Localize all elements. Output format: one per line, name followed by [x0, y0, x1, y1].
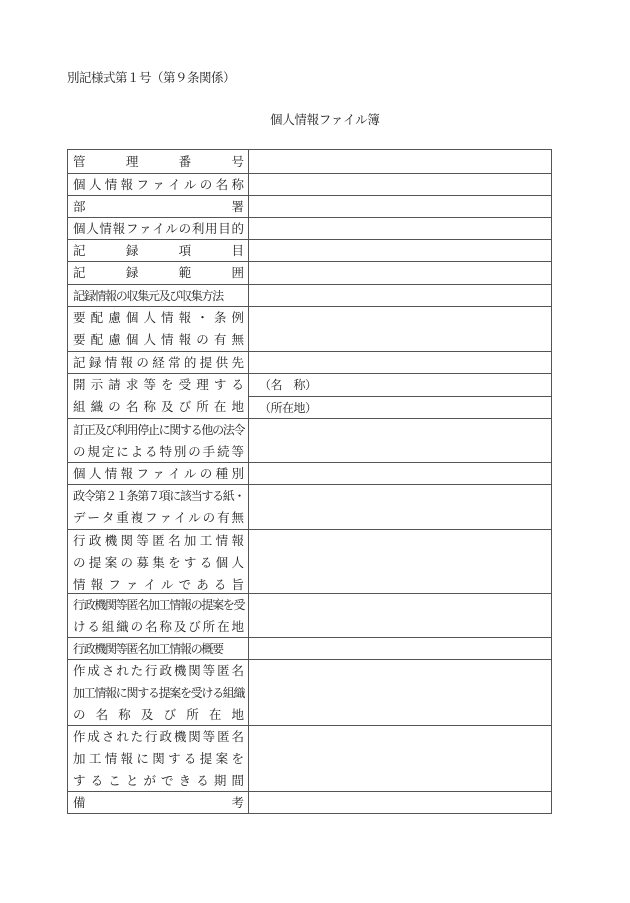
row-label-text: 記 録 項 目: [73, 243, 244, 258]
table-row: [68, 195, 551, 217]
organization-address-field[interactable]: （所在地）: [249, 396, 551, 419]
row-value-cell[interactable]: [249, 150, 551, 173]
value-field[interactable]: [249, 638, 551, 659]
row-value-cell[interactable]: [249, 485, 551, 529]
table-row: [68, 261, 551, 284]
row-value-cell[interactable]: [249, 218, 551, 239]
value-field[interactable]: [249, 594, 551, 637]
row-value-cell[interactable]: [249, 285, 551, 306]
row-label-cell: [68, 307, 249, 351]
row-label-text: 要 配 慮 個 人 情 報 の 有 無: [73, 332, 244, 347]
row-label-cell: [68, 150, 249, 173]
row-label-text: 個 人 情 報 フ ァ イ ル の 名 称: [73, 177, 244, 192]
row-value-cell[interactable]: [249, 594, 551, 637]
row-value-cell[interactable]: [249, 792, 551, 813]
table-row: [68, 725, 551, 791]
table-row: [68, 173, 551, 195]
row-value-cell[interactable]: [249, 352, 551, 373]
table-row: [68, 351, 551, 373]
row-label-text: 行政機関等匿名加工情報の提案を受: [73, 598, 245, 612]
table-row: [68, 150, 551, 173]
value-field[interactable]: [249, 240, 551, 261]
row-value-cell[interactable]: [249, 262, 551, 284]
row-value-cell[interactable]: [249, 726, 551, 791]
table-row: [68, 659, 551, 725]
value-field[interactable]: [249, 352, 551, 373]
value-field[interactable]: [249, 262, 551, 284]
table-row: [68, 284, 551, 306]
row-label-cell: [68, 419, 249, 462]
value-field[interactable]: [249, 792, 551, 813]
value-field[interactable]: [249, 196, 551, 217]
row-label-text: 訂正及び利用停止に関する他の法令: [73, 423, 245, 437]
row-label-cell: [68, 218, 249, 239]
value-field[interactable]: [249, 285, 551, 306]
row-label-text: 行政機関等匿名加工情報の概要: [73, 642, 223, 656]
row-label-cell: [68, 638, 249, 659]
value-field[interactable]: [249, 660, 551, 725]
row-label-text: 備 考: [73, 795, 244, 810]
row-value-cell[interactable]: [249, 174, 551, 195]
row-label-text: 情 報 フ ァ イ ル で あ る 旨: [73, 577, 244, 592]
row-label-text: け る 組 織 の 名 称 及 び 所 在 地: [73, 619, 244, 634]
row-value-cell[interactable]: [249, 374, 551, 418]
value-field[interactable]: [249, 150, 551, 173]
value-field[interactable]: [249, 419, 551, 462]
row-label-text: 作 成 さ れ た 行 政 機 関 等 匿 名: [73, 663, 244, 678]
value-field[interactable]: [249, 218, 551, 239]
table-row: [68, 637, 551, 659]
row-label-cell: [68, 196, 249, 217]
table-row: [68, 306, 551, 351]
row-label-text: 記録情報の収集元及び収集方法: [73, 289, 223, 303]
table-row: [68, 484, 551, 529]
row-label-cell: [68, 660, 249, 725]
row-value-cell[interactable]: [249, 196, 551, 217]
table-row: [68, 593, 551, 637]
document-title: 個人情報ファイル簿: [270, 112, 380, 127]
table-row: [68, 239, 551, 261]
row-label-text: 部 署: [73, 199, 244, 214]
row-label-cell: [68, 792, 249, 813]
row-label-text: 組 織 の 名 称 及 び 所 在 地: [73, 399, 244, 414]
row-label-cell: [68, 352, 249, 373]
value-field[interactable]: [249, 174, 551, 195]
row-label-text: 加 工 情 報 に 関 す る 提 案 を: [73, 751, 244, 766]
table-row: [68, 217, 551, 239]
row-label-cell: [68, 485, 249, 529]
row-value-cell[interactable]: [249, 530, 551, 593]
row-label-text: 個 人 情 報 フ ァ イ ル の 種 別: [73, 466, 244, 481]
row-label-text: の 提 案 の 募 集 を す る 個 人: [73, 555, 244, 570]
row-label-text: 加工情報に関する提案を受ける組織: [73, 686, 245, 700]
row-label-cell: [68, 262, 249, 284]
value-field[interactable]: [249, 485, 551, 529]
row-label-text: 記 録 範 囲: [73, 265, 244, 280]
row-label-text: 管 理 番 号: [73, 153, 244, 169]
row-value-cell[interactable]: [249, 463, 551, 484]
row-label-text: の 名 称 及 び 所 在 地: [73, 707, 244, 722]
value-field[interactable]: [249, 307, 551, 351]
row-label-cell: [68, 463, 249, 484]
table-row: [68, 529, 551, 593]
row-label-text: 要 配 慮 個 人 情 報 ・ 条 例: [73, 310, 244, 325]
row-value-cell[interactable]: [249, 307, 551, 351]
row-label-text: 開 示 請 求 等 を 受 理 す る: [73, 377, 244, 392]
value-field[interactable]: [249, 726, 551, 791]
row-label-text: 政令第２１条第７項に該当する紙・: [73, 489, 245, 503]
row-label-text: デ ー タ 重 複 フ ァ イ ル の 有 無: [73, 510, 244, 525]
row-label-text: 作 成 さ れ た 行 政 機 関 等 匿 名: [73, 729, 244, 744]
row-label-cell: [68, 374, 249, 418]
value-field[interactable]: [249, 530, 551, 593]
value-field[interactable]: [249, 463, 551, 484]
table-row: [68, 791, 551, 813]
row-label-cell: [68, 174, 249, 195]
row-label-cell: [68, 726, 249, 791]
row-label-text: 行 政 機 関 等 匿 名 加 工 情 報: [73, 533, 244, 548]
row-value-cell[interactable]: [249, 419, 551, 462]
form-number-label: 別記様式第１号（第９条関係）: [67, 70, 236, 85]
table-row: [68, 418, 551, 462]
row-value-cell[interactable]: [249, 240, 551, 261]
row-label-cell: [68, 594, 249, 637]
table-row: [68, 373, 551, 418]
row-label-text: 個 人 情 報 フ ァ イ ル の 利 用 目 的: [73, 221, 244, 236]
row-label-cell: [68, 285, 249, 306]
row-label-text: の 規 定 に よ る 特 別 の 手 続 等: [73, 444, 244, 459]
row-label-text: 記 録 情 報 の 経 常 的 提 供 先: [73, 355, 244, 370]
row-label-cell: [68, 530, 249, 593]
personal-info-file-ledger-table: [67, 149, 552, 814]
row-label-cell: [68, 240, 249, 261]
organization-name-field[interactable]: （名 称）: [259, 378, 317, 393]
row-label-text: す る こ と が で き る 期 間: [73, 773, 244, 788]
row-value-cell[interactable]: [249, 638, 551, 659]
row-value-cell[interactable]: [249, 660, 551, 725]
table-row: [68, 462, 551, 484]
